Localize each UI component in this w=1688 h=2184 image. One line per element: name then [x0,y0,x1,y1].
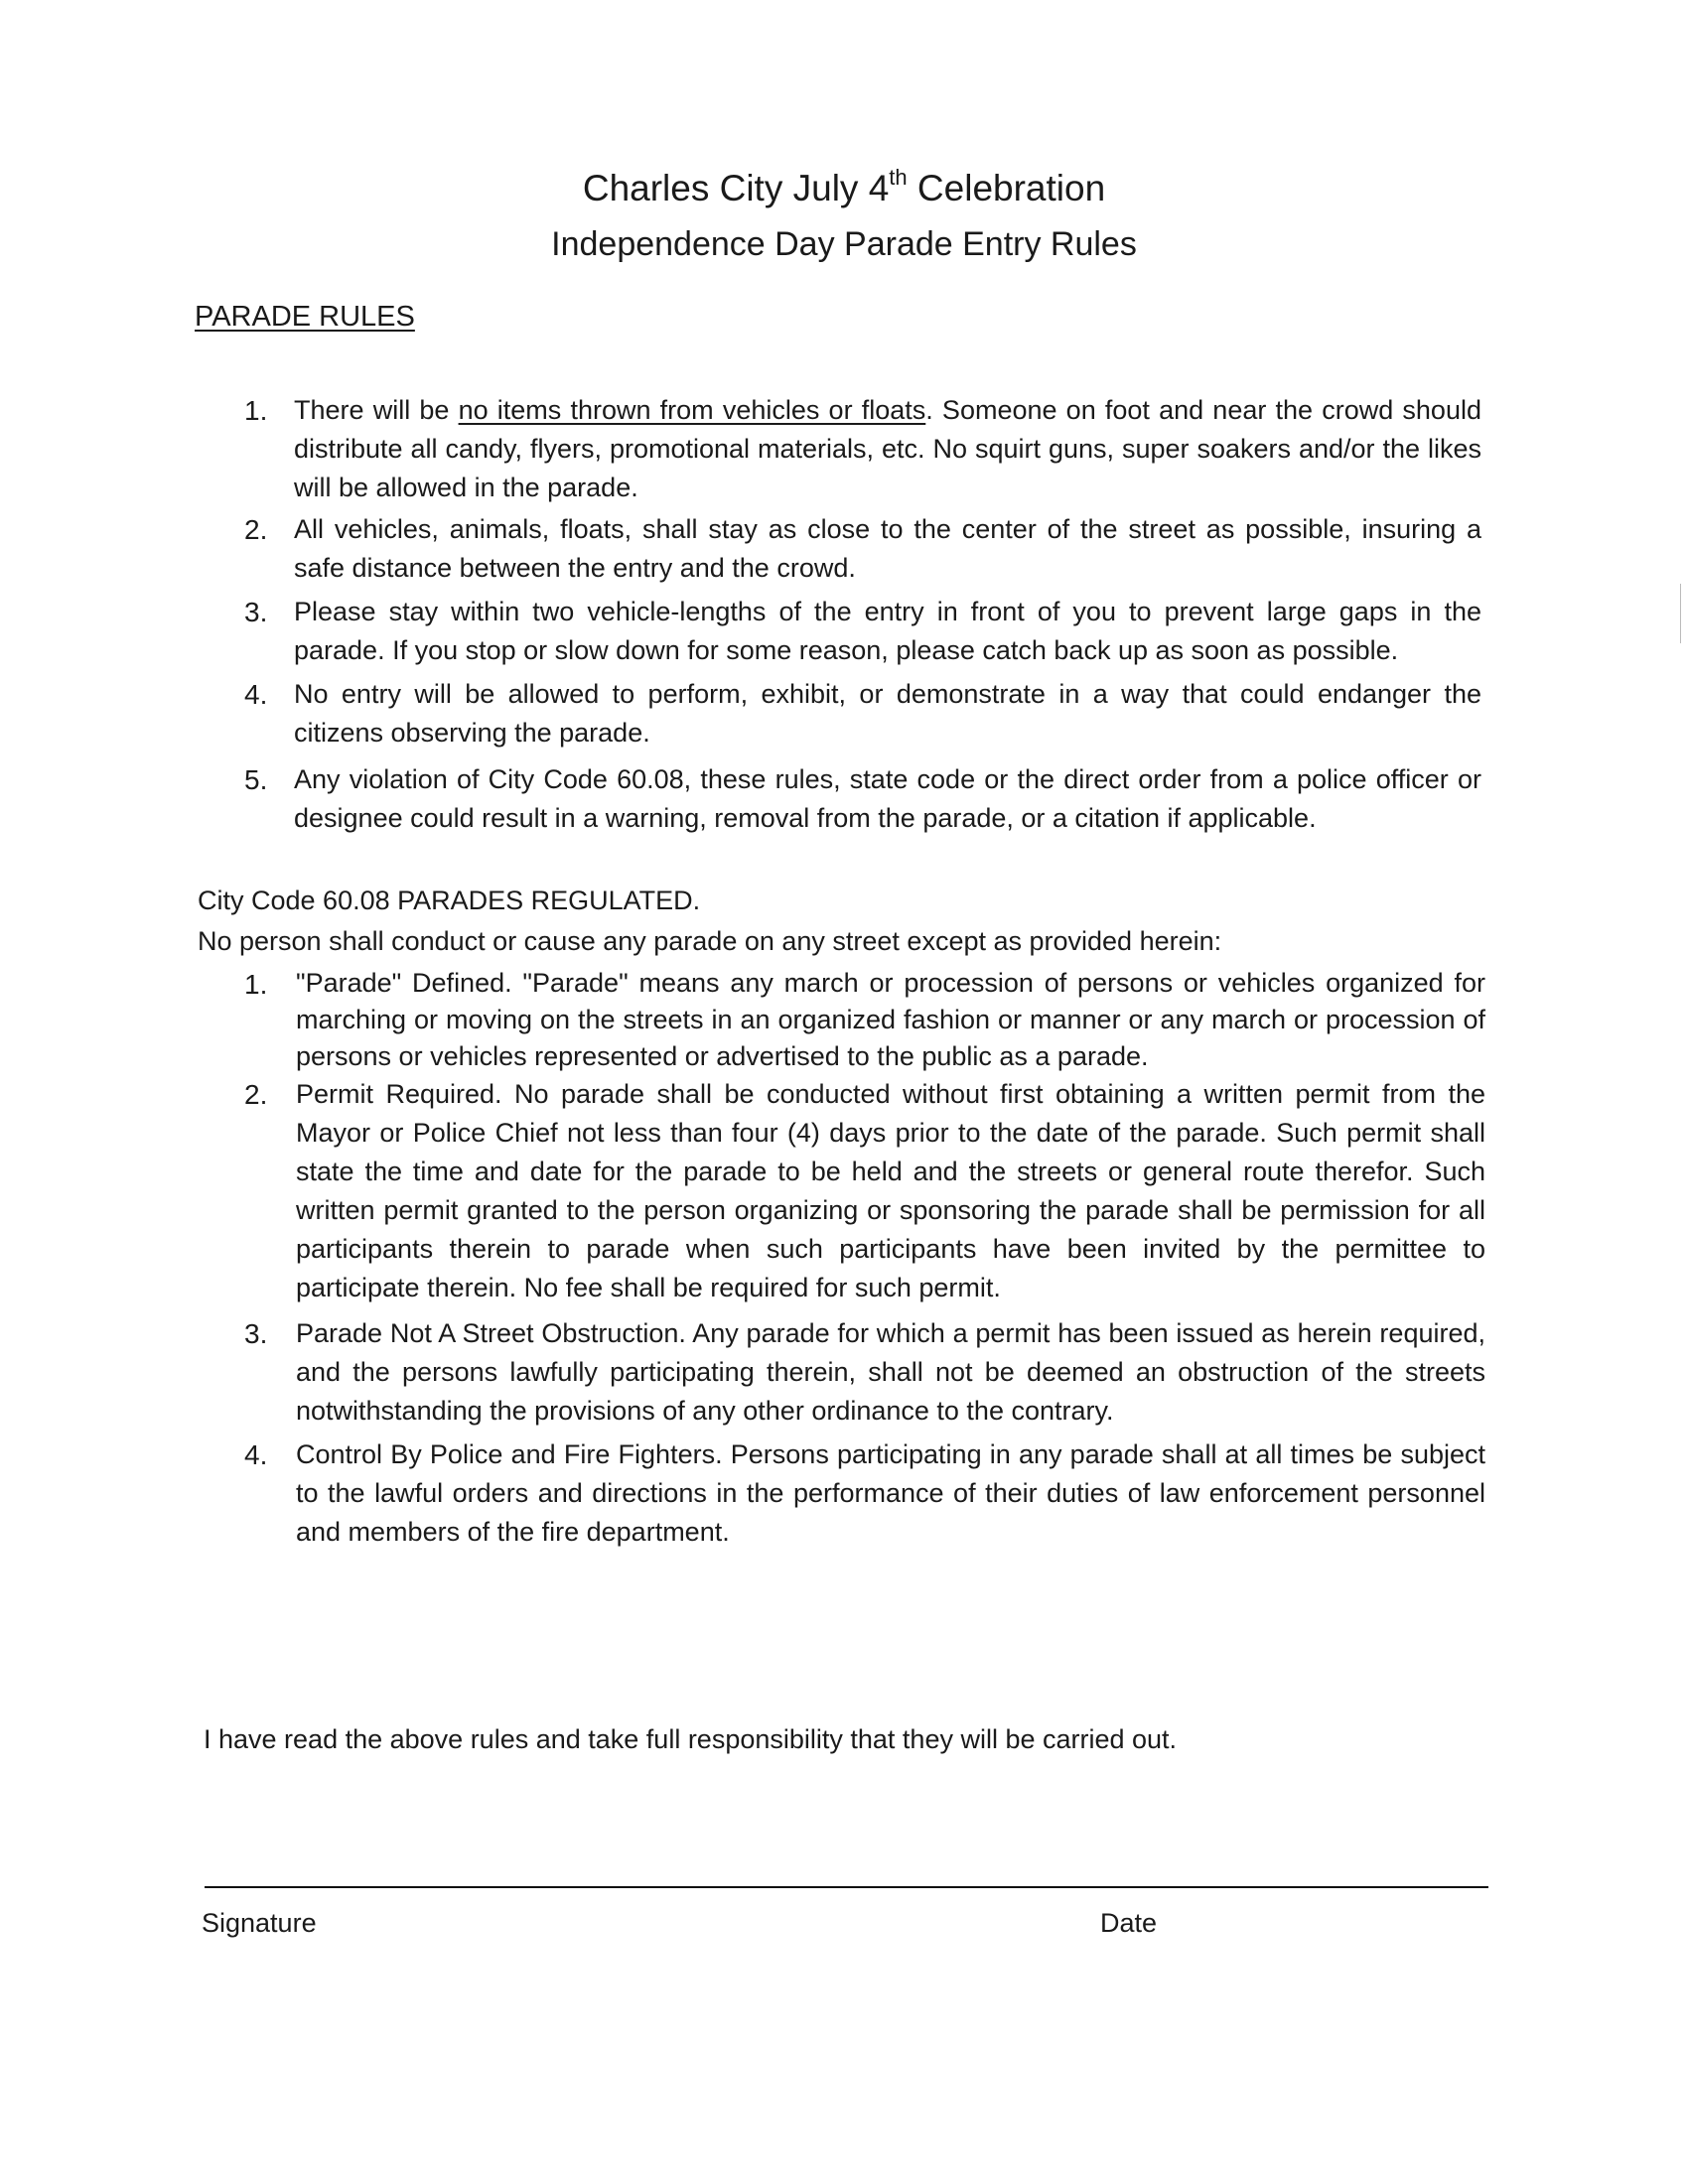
scan-edge-mark [1680,584,1688,643]
rule-text-rest: . Someone on foot and near the crowd should distribute all candy, flyers, promotional materials, etc. No squirt guns, super soakers and/or the likes will be allowed in the parade. [294,395,1481,502]
list-number: 5. [244,764,268,795]
parade-rule-text [294,391,1481,507]
signature-line[interactable] [205,1886,1488,1888]
city-code-text: Control By Police and Fire Fighters. Persons participating in any parade shall at all times be subject to the lawful orders and directions in the performance of their duties of law enforcement personnel and members of the fire department. [296,1439,1485,1547]
signature-label: Signature [202,1908,317,1938]
parade-rule-text: Any violation of City Code 60.08, these rules, state code or the direct order from a police officer or designee could result in a warning, removal from the parade, or a citation if applicable. [294,764,1481,833]
title-text-suffix: Celebration [907,168,1106,208]
title-superscript: th [889,165,908,190]
title-text: Charles City July 4 [582,168,890,208]
date-label: Date [1100,1908,1158,1938]
parade-rule-text: Please stay within two vehicle-lengths of the entry in front of you to prevent large gaps in the parade. If you stop or slow down for some reason, please catch back up as soon as possible. [294,597,1481,665]
acknowledgement-statement: I have read the above rules and take full responsibility that they will be carried out. [204,1724,1178,1754]
page-subtitle: Independence Day Parade Entry Rules [551,225,1137,263]
document-header [0,165,1688,268]
parade-rule-text: No entry will be allowed to perform, exhibit, or demonstrate in a way that could endanger the citizens observing the parade. [294,679,1481,748]
list-number: 1. [244,395,268,426]
rule-text-lead: There will be [294,395,459,425]
city-code-heading: City Code 60.08 PARADES REGULATED. [198,886,701,915]
list-number: 1. [244,969,268,1000]
list-number: 4. [244,679,268,710]
city-code-text: Parade Not A Street Obstruction. Any parade for which a permit has been issued as herein required, and the persons lawfully participating therein, shall not be deemed an obstruction of the streets notwithstanding the provisions of any other ordinance to the contrary. [296,1318,1485,1426]
parade-rules-heading: PARADE RULES [195,301,415,333]
list-number: 3. [244,597,268,627]
list-number: 2. [244,514,268,545]
city-code-text: "Parade" Defined. "Parade" means any march or procession of persons or vehicles organized for marching or moving on the streets in an organized fashion or manner or any march or procession of persons or vehicles represented or advertised to the public as a parade. [296,968,1485,1071]
list-number: 2. [244,1079,268,1110]
city-code-text: Permit Required. No parade shall be conducted without first obtaining a written permit from the Mayor or Police Chief not less than four (4) days prior to the date of the parade. Such permit shall state the time and date for the parade to be held and the streets or general route therefor. Such written permit granted to the person organizing or sponsoring the parade shall be permission for all participants therein to parade when such participants have been invited by the permittee to participate therein. No fee shall be required for such permit. [296,1079,1485,1302]
list-number: 3. [244,1318,268,1349]
page-title [0,165,1688,220]
city-code-intro: No person shall conduct or cause any parade on any street except as provided herein: [198,926,1222,956]
underlined-emphasis: no items thrown from vehicles or floats [458,395,926,425]
parade-rule-text: All vehicles, animals, floats, shall stay as close to the center of the street as possible, insuring a safe distance between the entry and the crowd. [294,514,1481,583]
list-number: 4. [244,1439,268,1470]
